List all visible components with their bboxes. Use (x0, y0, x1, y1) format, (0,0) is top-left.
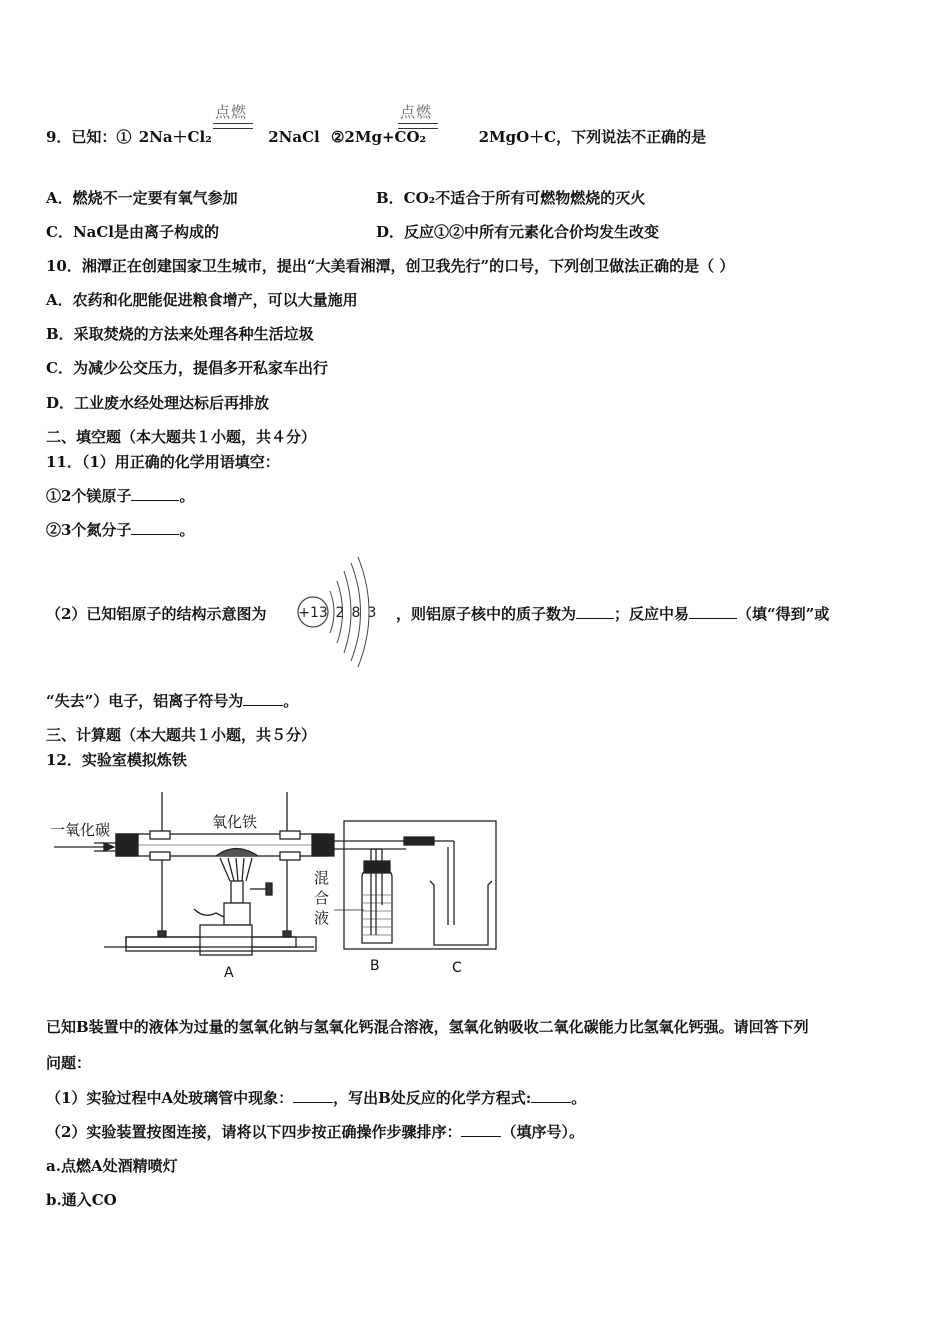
stopper-right (312, 834, 334, 856)
shell-electrons-1: 2 (335, 605, 345, 621)
beaker (430, 881, 492, 945)
label-mixed-liquid-2: 合 (314, 889, 330, 907)
q12-sub1-c: 。 (571, 1089, 587, 1107)
reaction2-condition: 点燃 (400, 103, 433, 121)
q9-reaction2-right: 2MgO＋C，下列说法 (478, 128, 632, 146)
q12-sub1-a: （1）实验过程中A处玻璃管中现象： (46, 1089, 294, 1107)
q12-info-line1: 已知B装置中的液体为过量的氢氧化钠与氢氧化钙混合溶液，氢氧化钠吸收二氧化碳能力比氢氧化钙强。请回答下列 (46, 1018, 809, 1036)
q11-item1-end: 。 (179, 487, 195, 505)
q9-option-d: D．反应①②中所有元素化合价均发生改变 (376, 223, 660, 241)
q9-prefix: 9．已知：① (46, 128, 132, 146)
label-iron-oxide: 氧化铁 (212, 813, 258, 831)
label-mixed-liquid-1: 混 (314, 869, 330, 887)
reaction2-equals-sign (398, 123, 438, 129)
answer-blank[interactable] (461, 1122, 501, 1137)
q11-part2-e: “失去”）电子，铝离子符号为 (46, 692, 244, 710)
q12-step-b: b.通入CO (46, 1191, 117, 1209)
answer-blank[interactable] (689, 604, 737, 619)
q11-item2-text: ②3个氮分子 (46, 521, 132, 539)
q9-option-b: B．CO₂不适合于所有可燃物燃烧的灭火 (376, 189, 646, 207)
label-A: A (224, 965, 234, 981)
q12-sub2-a: （2）实验装置按图连接，请将以下四步按正确操作步骤排序： (46, 1123, 462, 1141)
q12-sub1-b: ，写出B处反应的化学方程式: (333, 1089, 532, 1107)
q11-part2-b: ，则铝原子核中的质子数为 (396, 605, 577, 623)
q10-option-d: D．工业废水经处理达标后再排放 (46, 394, 270, 412)
q9-reaction2-left: ②2Mg+CO₂ (330, 128, 427, 146)
q12-sub1 (46, 1088, 586, 1108)
q12-info-line2: 问题： (46, 1054, 92, 1072)
section3-heading: 三、计算题（本大题共１小题，共５分） (46, 726, 317, 744)
answer-blank[interactable] (576, 604, 614, 619)
answer-blank[interactable] (293, 1088, 333, 1103)
atom-nucleus-label: +13 (298, 605, 328, 621)
q11-item1-text: ①2个镁原子 (46, 487, 132, 505)
q11-part2-f: 。 (283, 692, 299, 710)
q11-part2-c: ；反应中易 (614, 605, 690, 623)
answer-blank[interactable] (131, 486, 179, 501)
q9-option-a: A．燃烧不一定要有氧气参加 (46, 189, 238, 207)
q10-option-b: B．采取焚烧的方法来处理各种生活垃圾 (46, 325, 314, 343)
q11-part2-line (396, 604, 829, 624)
answer-blank[interactable] (531, 1088, 571, 1103)
q10-stem: 10．湘潭正在创建国家卫生城市，提出“大美看湘潭，创卫我先行”的口号，下列创卫做法正确的是（ ） (46, 257, 735, 275)
label-mixed-liquid-3: 液 (314, 909, 330, 927)
q9-line (46, 127, 706, 147)
q12-sub2 (46, 1122, 584, 1142)
q12-stem: 12．实验室模拟炼铁 (46, 751, 187, 769)
q11-item2-end: 。 (179, 521, 195, 539)
q11-part2-line2 (46, 691, 298, 711)
q10-option-c: C．为减少公交压力，提倡多开私家车出行 (46, 359, 328, 377)
q9-suffix: 不正确的是 (631, 128, 707, 146)
reaction1-equals-sign (213, 123, 253, 129)
gas-washing-bottle (362, 871, 392, 943)
q9-reaction1-right: 2NaCl (268, 128, 320, 146)
q11-stem: 11．（1）用正确的化学用语填空： (46, 453, 280, 471)
reaction1-condition: 点燃 (215, 103, 248, 121)
q11-item2 (46, 520, 194, 540)
q12-step-a: a.点燃A处酒精喷灯 (46, 1157, 178, 1175)
aluminum-atom-diagram (290, 555, 390, 670)
answer-blank[interactable] (131, 520, 179, 535)
label-carbon-monoxide: 一氧化碳 (50, 821, 111, 839)
q10-option-a: A．农药和化肥能促进粮食增产，可以大量施用 (46, 291, 358, 309)
shell-electrons-3: 3 (367, 605, 377, 621)
q11-item1 (46, 486, 194, 506)
label-B: B (370, 958, 380, 974)
q9-reaction1-left: 2Na＋Cl₂ (138, 128, 212, 146)
label-C: C (452, 960, 462, 976)
iron-smelting-apparatus (44, 785, 504, 985)
shell-electrons-2: 8 (351, 605, 361, 621)
q9-option-c: C．NaCl是由离子构成的 (46, 223, 220, 241)
q11-part2-d: （填“得到”或 (737, 605, 830, 623)
q12-sub2-b: （填序号）。 (501, 1123, 584, 1141)
q11-part2-lead: （2）已知铝原子的结构示意图为 (46, 605, 267, 623)
stopper-left (116, 834, 138, 856)
section2-heading: 二、填空题（本大题共１小题，共４分） (46, 428, 317, 446)
answer-blank[interactable] (243, 691, 283, 706)
